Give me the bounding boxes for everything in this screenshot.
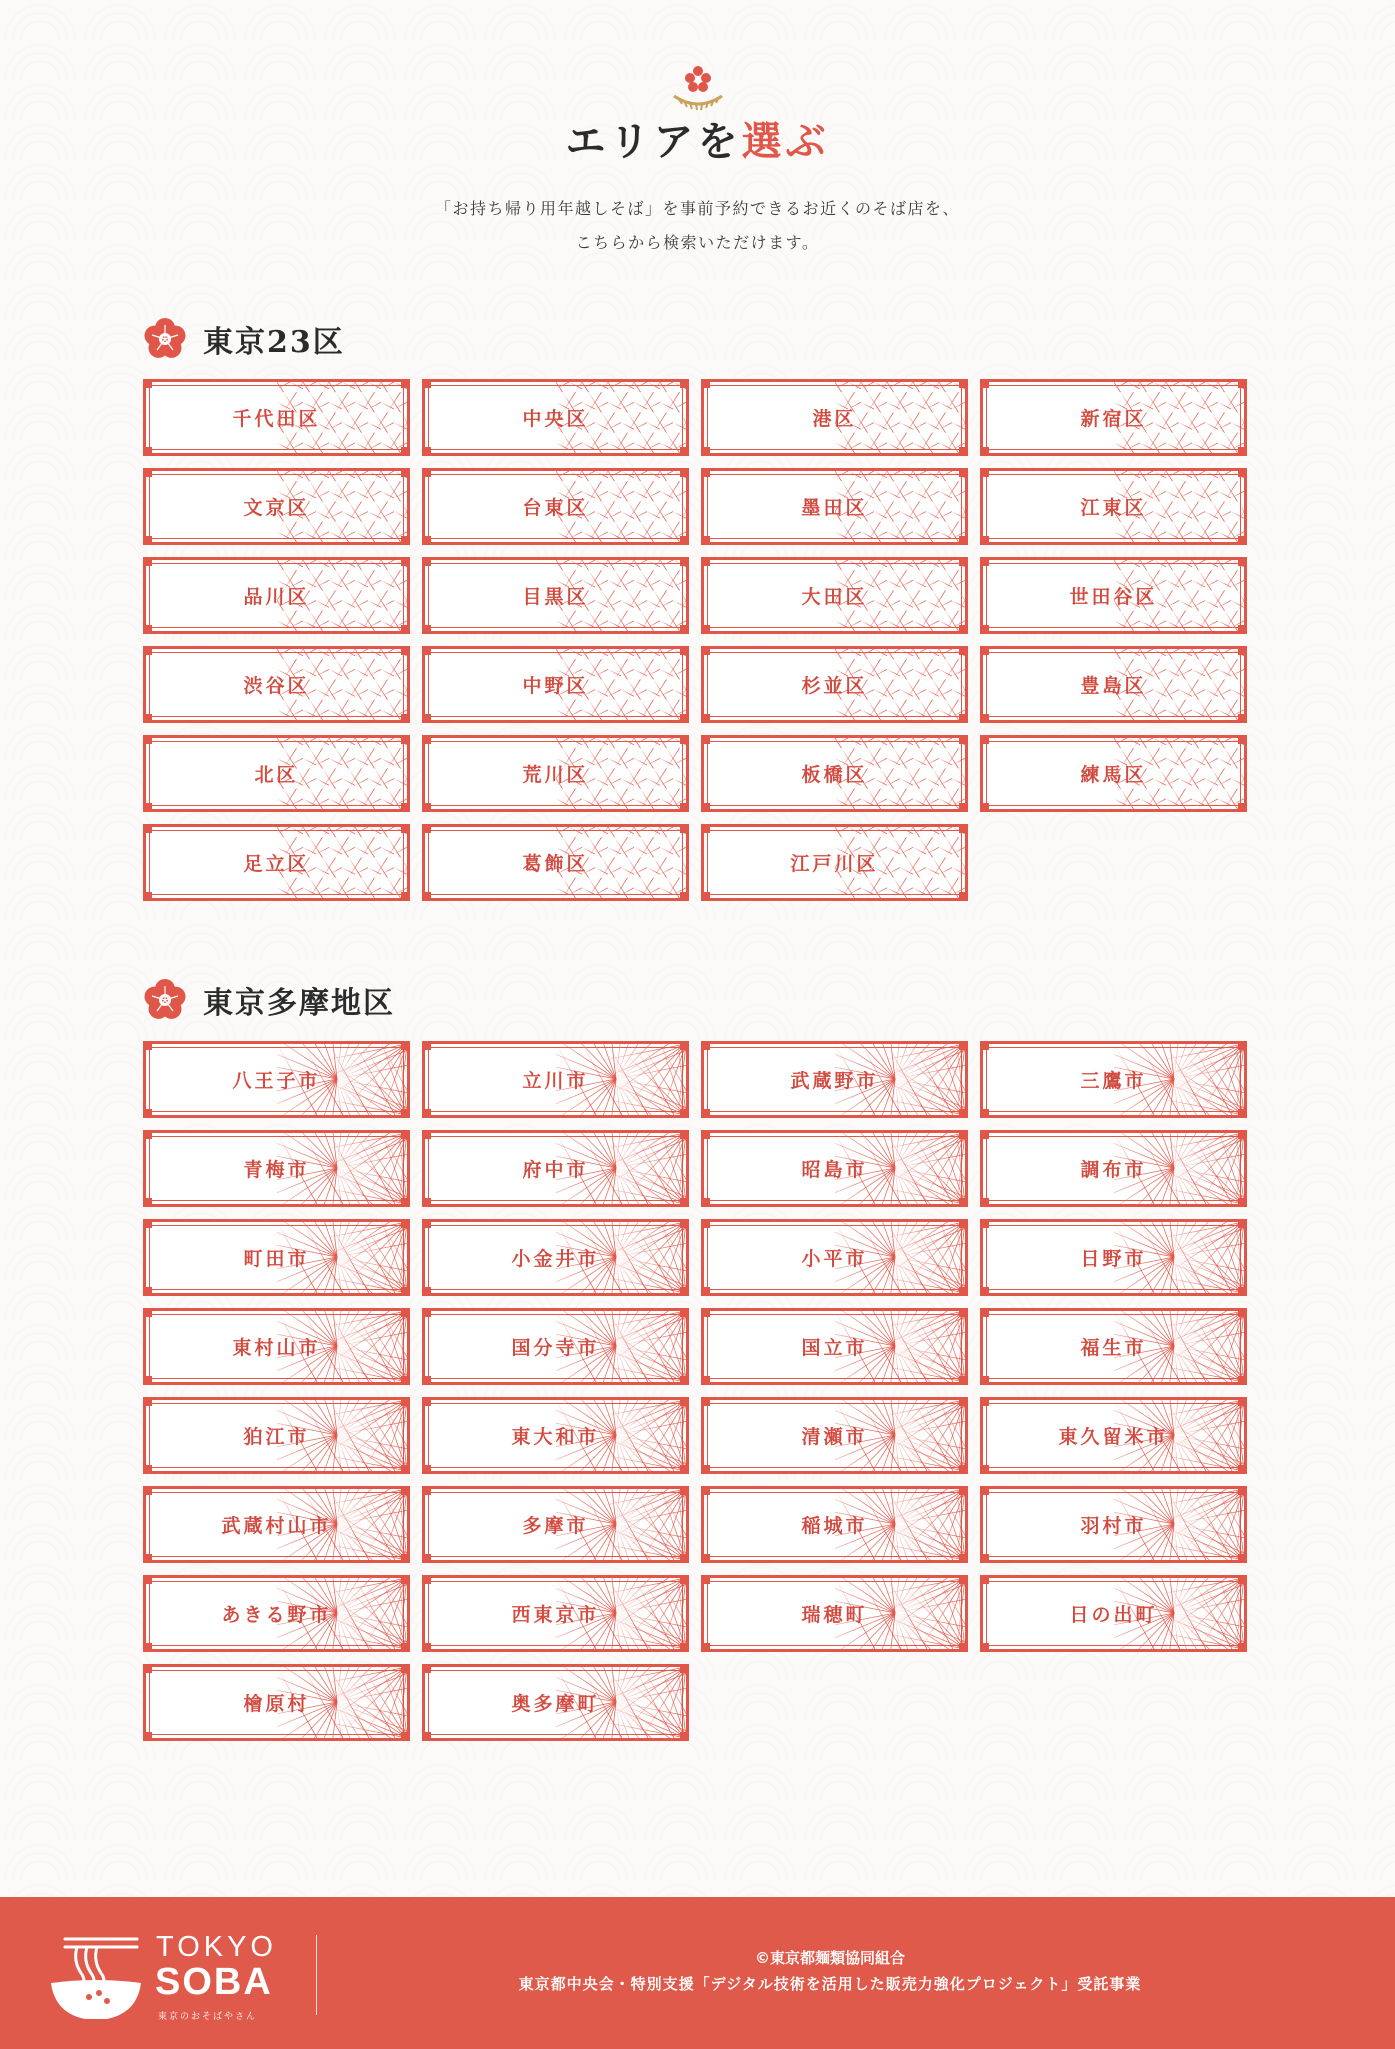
corner-ornament xyxy=(146,803,152,809)
corner-ornament xyxy=(983,1578,989,1584)
area-button[interactable] xyxy=(143,1219,410,1296)
area-button[interactable] xyxy=(422,1041,689,1118)
area-button-label: 町田市 xyxy=(243,1248,310,1270)
area-button-label: 狛江市 xyxy=(243,1426,310,1448)
corner-ornament xyxy=(983,1044,989,1050)
footer-project-text: 東京都中央会・特別支援「デジタル技術を活用した販売力強化プロジェクト」受託事業 xyxy=(518,1975,1142,1993)
area-button-label: 大田区 xyxy=(801,586,868,608)
corner-ornament xyxy=(425,649,431,655)
area-button[interactable] xyxy=(422,1397,689,1474)
area-button-label: 日の出町 xyxy=(1069,1604,1158,1626)
area-button[interactable] xyxy=(701,824,968,901)
area-button-label: 荒川区 xyxy=(522,764,589,786)
area-button-label: 江戸川区 xyxy=(790,853,879,875)
corner-ornament xyxy=(425,1109,431,1115)
area-button[interactable] xyxy=(422,1308,689,1385)
corner-ornament xyxy=(983,447,989,453)
area-button[interactable] xyxy=(143,646,410,723)
footer-logo-tokyo: TOKYO xyxy=(156,1931,277,1963)
corner-ornament xyxy=(425,1732,431,1738)
area-button[interactable] xyxy=(980,1130,1247,1207)
corner-ornament xyxy=(704,1489,710,1495)
corner-ornament xyxy=(704,536,710,542)
area-button-label: 西東京市 xyxy=(511,1604,600,1626)
corner-ornament xyxy=(425,714,431,720)
area-button[interactable] xyxy=(980,646,1247,723)
corner-ornament xyxy=(425,827,431,833)
area-button[interactable] xyxy=(422,379,689,456)
corner-ornament xyxy=(146,1198,152,1204)
corner-ornament xyxy=(146,1400,152,1406)
corner-ornament xyxy=(425,1222,431,1228)
intro-line-2: こちらから検索いただけます。 xyxy=(575,233,820,252)
corner-ornament xyxy=(983,1222,989,1228)
corner-ornament xyxy=(425,892,431,898)
area-button[interactable] xyxy=(422,468,689,545)
corner-ornament xyxy=(146,1044,152,1050)
corner-ornament xyxy=(146,1465,152,1471)
corner-ornament xyxy=(425,803,431,809)
area-button[interactable] xyxy=(980,1041,1247,1118)
area-button[interactable] xyxy=(980,557,1247,634)
corner-ornament xyxy=(146,714,152,720)
corner-ornament xyxy=(704,649,710,655)
intro-line-1: 「お持ち帰り用年越しそば」を事前予約できるお近くのそば店を、 xyxy=(434,199,960,218)
corner-ornament xyxy=(146,1287,152,1293)
area-button-label: 奥多摩町 xyxy=(511,1693,600,1715)
area-button-label: 八王子市 xyxy=(232,1070,321,1092)
corner-ornament xyxy=(146,892,152,898)
corner-ornament xyxy=(704,738,710,744)
footer-logo-soba: SOBA xyxy=(155,1961,273,2003)
area-button-label: 日野市 xyxy=(1080,1248,1147,1270)
area-button-label: 国立市 xyxy=(801,1337,868,1359)
area-button-label: 小金井市 xyxy=(511,1248,600,1270)
area-button-label: 三鷹市 xyxy=(1080,1070,1147,1092)
corner-ornament xyxy=(704,1376,710,1382)
corner-ornament xyxy=(983,1400,989,1406)
corner-ornament xyxy=(146,1222,152,1228)
area-button-label: 昭島市 xyxy=(801,1159,868,1181)
area-button[interactable] xyxy=(422,646,689,723)
corner-ornament xyxy=(425,447,431,453)
intro-text xyxy=(0,192,1395,260)
corner-ornament xyxy=(983,382,989,388)
area-button-label: 北区 xyxy=(254,764,299,786)
corner-ornament xyxy=(146,1109,152,1115)
footer xyxy=(0,1897,1395,2049)
corner-ornament xyxy=(425,1133,431,1139)
area-button-label: 東大和市 xyxy=(511,1426,600,1448)
corner-ornament xyxy=(983,536,989,542)
area-button-label: 中野区 xyxy=(522,675,589,697)
area-button[interactable] xyxy=(701,735,968,812)
corner-ornament xyxy=(983,714,989,720)
area-button[interactable] xyxy=(980,1308,1247,1385)
area-button-label: 檜原村 xyxy=(243,1693,310,1715)
page-title-accent: 選ぶ xyxy=(741,118,830,165)
corner-ornament xyxy=(983,1109,989,1115)
corner-ornament xyxy=(425,1400,431,1406)
corner-ornament xyxy=(425,1376,431,1382)
corner-ornament xyxy=(146,1667,152,1673)
area-button[interactable] xyxy=(701,1130,968,1207)
corner-ornament xyxy=(146,1643,152,1649)
section-title-tokyo23: 東京23区 xyxy=(203,325,345,360)
area-button-label: 立川市 xyxy=(522,1070,589,1092)
area-button[interactable] xyxy=(143,379,410,456)
area-button[interactable] xyxy=(143,735,410,812)
corner-ornament xyxy=(146,1554,152,1560)
corner-ornament xyxy=(425,382,431,388)
page-title xyxy=(0,110,1395,167)
plum-crest-icon xyxy=(668,62,728,114)
corner-ornament xyxy=(425,1578,431,1584)
corner-ornament xyxy=(146,827,152,833)
area-button-label: 港区 xyxy=(812,408,857,430)
corner-ornament xyxy=(425,1489,431,1495)
corner-ornament xyxy=(146,1732,152,1738)
corner-ornament xyxy=(704,1643,710,1649)
corner-ornament xyxy=(425,738,431,744)
area-button[interactable] xyxy=(143,1308,410,1385)
area-button[interactable] xyxy=(143,824,410,901)
area-button[interactable] xyxy=(143,1397,410,1474)
area-button-label: 品川区 xyxy=(243,586,310,608)
area-button-label: 青梅市 xyxy=(243,1159,310,1181)
area-button[interactable] xyxy=(701,1575,968,1652)
area-button[interactable] xyxy=(701,379,968,456)
area-button[interactable] xyxy=(143,1664,410,1741)
corner-ornament xyxy=(146,1376,152,1382)
area-button-label: 板橋区 xyxy=(801,764,868,786)
corner-ornament xyxy=(146,382,152,388)
corner-ornament xyxy=(704,1287,710,1293)
corner-ornament xyxy=(983,625,989,631)
corner-ornament xyxy=(983,1489,989,1495)
corner-ornament xyxy=(704,382,710,388)
area-button[interactable] xyxy=(980,468,1247,545)
corner-ornament xyxy=(146,649,152,655)
corner-ornament xyxy=(704,1465,710,1471)
corner-ornament xyxy=(983,1287,989,1293)
area-button-label: 武蔵野市 xyxy=(790,1070,879,1092)
area-button-label: 葛飾区 xyxy=(522,853,589,875)
corner-ornament xyxy=(146,536,152,542)
corner-ornament xyxy=(425,1198,431,1204)
area-button-label: 東久留米市 xyxy=(1058,1426,1169,1448)
corner-ornament xyxy=(425,1465,431,1471)
corner-ornament xyxy=(425,1667,431,1673)
area-button[interactable] xyxy=(701,468,968,545)
corner-ornament xyxy=(704,1198,710,1204)
plum-blossom-icon xyxy=(143,978,187,1022)
corner-ornament xyxy=(425,625,431,631)
area-button-label: 羽村市 xyxy=(1080,1515,1147,1537)
area-button-label: 練馬区 xyxy=(1080,764,1147,786)
area-button-label: 目黒区 xyxy=(522,586,589,608)
corner-ornament xyxy=(704,827,710,833)
area-button[interactable] xyxy=(980,379,1247,456)
corner-ornament xyxy=(704,1554,710,1560)
corner-ornament xyxy=(146,447,152,453)
corner-ornament xyxy=(704,714,710,720)
corner-ornament xyxy=(146,1489,152,1495)
area-button[interactable] xyxy=(701,1308,968,1385)
area-button-label: 世田谷区 xyxy=(1069,586,1158,608)
area-button-label: 府中市 xyxy=(522,1159,589,1181)
corner-ornament xyxy=(704,560,710,566)
corner-ornament xyxy=(425,1643,431,1649)
area-button-label: 調布市 xyxy=(1080,1159,1147,1181)
corner-ornament xyxy=(704,1222,710,1228)
area-button[interactable] xyxy=(701,1397,968,1474)
corner-ornament xyxy=(983,1465,989,1471)
area-button[interactable] xyxy=(422,735,689,812)
corner-ornament xyxy=(983,1311,989,1317)
corner-ornament xyxy=(983,560,989,566)
area-button[interactable] xyxy=(143,1486,410,1563)
corner-ornament xyxy=(425,1044,431,1050)
area-button-label: 国分寺市 xyxy=(511,1337,600,1359)
area-button-label: 足立区 xyxy=(243,853,310,875)
area-button[interactable] xyxy=(422,1130,689,1207)
corner-ornament xyxy=(704,625,710,631)
area-button-label: 多摩市 xyxy=(522,1515,589,1537)
corner-ornament xyxy=(146,1311,152,1317)
corner-ornament xyxy=(704,1133,710,1139)
corner-ornament xyxy=(425,1311,431,1317)
corner-ornament xyxy=(704,447,710,453)
area-button-label: 文京区 xyxy=(243,497,310,519)
area-button-label: 渋谷区 xyxy=(243,675,310,697)
area-button-label: 豊島区 xyxy=(1080,675,1147,697)
area-button[interactable] xyxy=(143,1130,410,1207)
corner-ornament xyxy=(983,1198,989,1204)
corner-ornament xyxy=(983,1643,989,1649)
corner-ornament xyxy=(425,1554,431,1560)
area-button[interactable] xyxy=(422,1664,689,1741)
corner-ornament xyxy=(704,1109,710,1115)
corner-ornament xyxy=(704,803,710,809)
corner-ornament xyxy=(983,471,989,477)
area-button-label: 東村山市 xyxy=(232,1337,321,1359)
footer-logo-subtitle: 東京のおそばやさん xyxy=(158,2012,258,2022)
area-button[interactable] xyxy=(980,1397,1247,1474)
area-button-label: 中央区 xyxy=(522,408,589,430)
footer-copyright: ©東京都麺類協同組合 xyxy=(754,1949,905,1967)
area-button[interactable] xyxy=(422,1575,689,1652)
area-button[interactable] xyxy=(980,1219,1247,1296)
corner-ornament xyxy=(983,1554,989,1560)
area-button[interactable] xyxy=(701,1219,968,1296)
area-button[interactable] xyxy=(422,824,689,901)
corner-ornament xyxy=(983,649,989,655)
area-button[interactable] xyxy=(143,1041,410,1118)
area-button[interactable] xyxy=(143,468,410,545)
corner-ornament xyxy=(983,803,989,809)
area-button-label: 稲城市 xyxy=(801,1515,868,1537)
page-title-main: エリアを xyxy=(565,118,742,165)
corner-ornament xyxy=(983,1376,989,1382)
corner-ornament xyxy=(704,471,710,477)
area-button-label: 小平市 xyxy=(801,1248,868,1270)
area-button-label: 江東区 xyxy=(1080,497,1147,519)
area-button[interactable] xyxy=(701,1041,968,1118)
corner-ornament xyxy=(425,560,431,566)
area-button-label: 千代田区 xyxy=(232,408,321,430)
corner-ornament xyxy=(983,1133,989,1139)
area-grid-tokyo23 xyxy=(143,379,1246,901)
area-grid-tama xyxy=(143,1041,1246,1741)
area-button-label: 杉並区 xyxy=(801,675,868,697)
corner-ornament xyxy=(425,471,431,477)
corner-ornament xyxy=(983,738,989,744)
area-button[interactable] xyxy=(980,1486,1247,1563)
corner-ornament xyxy=(146,1133,152,1139)
area-button-label: 新宿区 xyxy=(1080,408,1147,430)
area-button[interactable] xyxy=(143,557,410,634)
corner-ornament xyxy=(704,1044,710,1050)
area-button[interactable] xyxy=(701,1486,968,1563)
corner-ornament xyxy=(146,471,152,477)
corner-ornament xyxy=(146,738,152,744)
section-heading-tama xyxy=(143,975,395,1025)
corner-ornament xyxy=(146,560,152,566)
area-button[interactable] xyxy=(422,1486,689,1563)
area-button-label: 墨田区 xyxy=(801,497,868,519)
plum-blossom-icon xyxy=(143,317,187,361)
corner-ornament xyxy=(146,1578,152,1584)
corner-ornament xyxy=(425,536,431,542)
corner-ornament xyxy=(704,1578,710,1584)
area-button-label: 武蔵村山市 xyxy=(221,1515,332,1537)
corner-ornament xyxy=(146,625,152,631)
area-button[interactable] xyxy=(422,1219,689,1296)
area-button[interactable] xyxy=(422,557,689,634)
corner-ornament xyxy=(425,1287,431,1293)
area-button[interactable] xyxy=(143,1575,410,1652)
area-button[interactable] xyxy=(980,735,1247,812)
area-button-label: 清瀬市 xyxy=(801,1426,868,1448)
area-button-label: 台東区 xyxy=(522,497,589,519)
section-heading-tokyo23 xyxy=(143,314,345,364)
area-button[interactable] xyxy=(980,1575,1247,1652)
corner-ornament xyxy=(704,892,710,898)
area-button-label: 福生市 xyxy=(1080,1337,1147,1359)
corner-ornament xyxy=(704,1400,710,1406)
area-button-label: あきる野市 xyxy=(221,1604,332,1626)
section-title-tama: 東京多摩地区 xyxy=(203,986,395,1021)
area-button[interactable] xyxy=(701,557,968,634)
area-button-label: 瑞穂町 xyxy=(801,1604,868,1626)
corner-ornament xyxy=(704,1311,710,1317)
area-button[interactable] xyxy=(701,646,968,723)
